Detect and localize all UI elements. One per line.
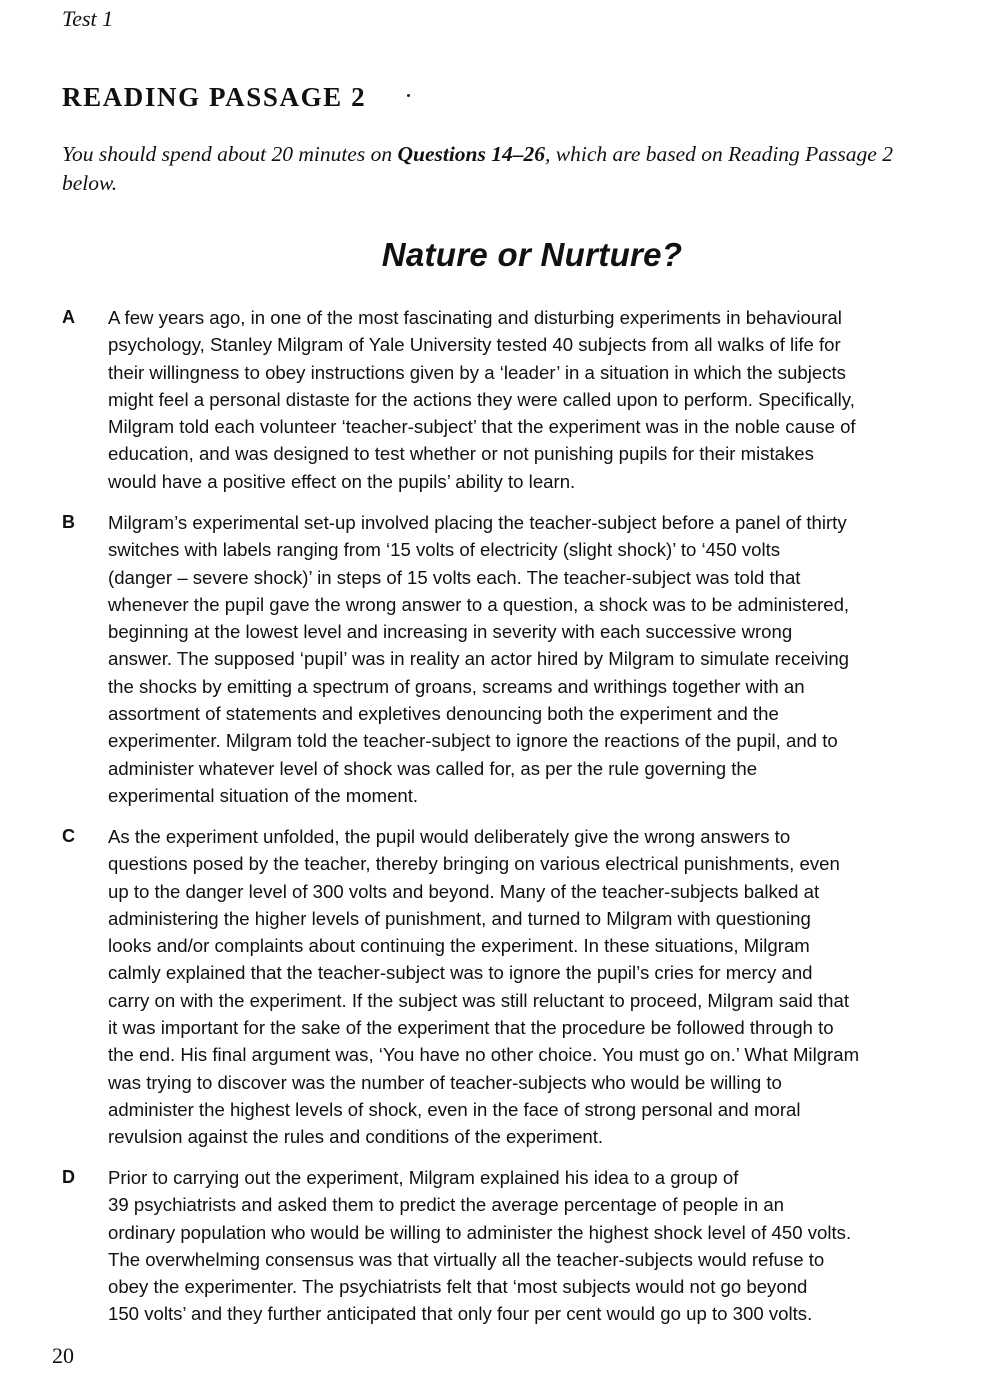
paragraph-line: education, and was designed to test whether or not punishing pupils for their mistakes <box>108 443 814 465</box>
paragraph-line: experimental situation of the moment. <box>108 784 419 806</box>
paragraph-line: Milgram’s experimental set-up involved placing the teacher-subject before a panel of thirty <box>108 512 847 533</box>
paragraph-line: calmly explained that the teacher-subject was to ignore the pupil’s cries for mercy and <box>108 962 813 984</box>
paragraph-line: administer whatever level of shock was called for, as per the rule governing the <box>108 757 758 779</box>
instructions-questions: Questions 14–26 <box>397 142 546 166</box>
paragraph-c <box>62 823 998 1151</box>
paragraph-line: Prior to carrying out the experiment, Milgram explained his idea to a group of <box>108 1167 739 1188</box>
paragraph-line: whenever the pupil gave the wrong answer to a question, a shock was to be administered, <box>108 593 850 615</box>
passage-title: Nature or Nurture? <box>381 236 683 273</box>
paragraph-line: ordinary population who would be willing to administer the highest shock level of 450 volts. <box>108 1221 852 1243</box>
paragraph-line: their willingness to obey instructions given by a ‘leader’ in a situation in which the subjects <box>108 361 846 383</box>
paragraph-line: administering the higher levels of punishment, and turned to Milgram with questioning <box>108 907 811 929</box>
paragraph-line: was trying to discover was the number of teacher-subjects who would be willing to <box>108 1071 782 1093</box>
paragraph-body <box>108 823 998 1151</box>
paragraph-line: (danger – severe shock)’ in steps of 15 volts each. The teacher-subject was told that <box>108 566 801 588</box>
section-heading: READING PASSAGE 2 <box>62 82 367 112</box>
running-head: Test 1 <box>62 6 114 31</box>
paragraph-line: it was important for the sake of the experiment that the procedure be followed through to <box>108 1017 834 1039</box>
paragraph-line: 39 psychiatrists and asked them to predict the average percentage of people in an <box>108 1194 785 1216</box>
paragraph-line: 150 volts’ and they further anticipated that only four per cent would go up to 300 volts. <box>108 1303 813 1325</box>
paragraph-line: assortment of statements and expletives denouncing both the experiment and the <box>108 703 779 725</box>
paragraph-line: the end. His final argument was, ‘You have no other choice. You must go on.’ What Milgram <box>108 1044 860 1066</box>
page-number: 20 <box>52 1343 74 1368</box>
paragraph-letter: C <box>62 826 75 846</box>
paragraph-line: The overwhelming consensus was that virtually all the teacher-subjects would refuse to <box>108 1248 825 1270</box>
paragraph-line: switches with labels ranging from ‘15 volts of electricity (slight shock)’ to ‘450 volts <box>108 539 781 561</box>
section-heading-mark <box>407 94 410 97</box>
instructions <box>62 140 982 198</box>
paragraph-line: As the experiment unfolded, the pupil would deliberately give the wrong answers to <box>108 826 791 847</box>
paragraph-line: might feel a personal distaste for the actions they were called upon to perform. Specifically, <box>108 388 855 410</box>
paragraph-b <box>62 509 998 809</box>
paragraph-letter: B <box>62 512 75 532</box>
paragraph-line: A few years ago, in one of the most fascinating and disturbing experiments in behavioural <box>108 307 842 328</box>
paragraph-line: revulsion against the rules and conditions of the experiment. <box>108 1126 604 1148</box>
paragraph-line: beginning at the lowest level and increasing in severity with each successive wrong <box>108 621 793 643</box>
paragraph-line: experimenter. Milgram told the teacher-subject to ignore the reactions of the pupil, and to <box>108 730 838 752</box>
paragraph-body <box>108 304 998 495</box>
paragraph-body <box>108 1164 998 1328</box>
paragraph-line: carry on with the experiment. If the subject was still reluctant to proceed, Milgram said that <box>108 989 849 1011</box>
paragraph-line: answer. The supposed ‘pupil’ was in reality an actor hired by Milgram to simulate receiving <box>108 648 850 670</box>
instructions-after: , which are based on Reading Passage 2 <box>545 142 893 166</box>
paragraph-letter: D <box>62 1167 75 1187</box>
paragraph-line: up to the danger level of 300 volts and beyond. Many of the teacher-subjects balked at <box>108 880 820 902</box>
paragraph-line: administer the highest levels of shock, even in the face of strong personal and moral <box>108 1098 801 1120</box>
paragraph-line: psychology, Stanley Milgram of Yale University tested 40 subjects from all walks of life for <box>108 334 841 356</box>
paragraph-a <box>62 304 998 495</box>
paragraph-line: questions posed by the teacher, thereby bringing on various electrical punishments, even <box>108 853 840 875</box>
paragraph-body <box>108 509 998 809</box>
paragraph-line: would have a positive effect on the pupils’ ability to learn. <box>108 470 576 492</box>
paragraph-line: the shocks by emitting a spectrum of groans, screams and writhings together with an <box>108 675 805 697</box>
paragraph-line: Milgram told each volunteer ‘teacher-subject’ that the experiment was in the noble cause of <box>108 416 856 438</box>
paragraph-line: looks and/or complaints about continuing the experiment. In these situations, Milgram <box>108 935 810 957</box>
paragraph-d <box>62 1164 998 1328</box>
paragraph-letter: A <box>62 307 75 327</box>
instructions-before: You should spend about 20 minutes on <box>62 142 398 166</box>
paragraph-line: obey the experimenter. The psychiatrists felt that ‘most subjects would not go beyond <box>108 1276 808 1298</box>
instructions-line2: below. <box>62 171 118 195</box>
